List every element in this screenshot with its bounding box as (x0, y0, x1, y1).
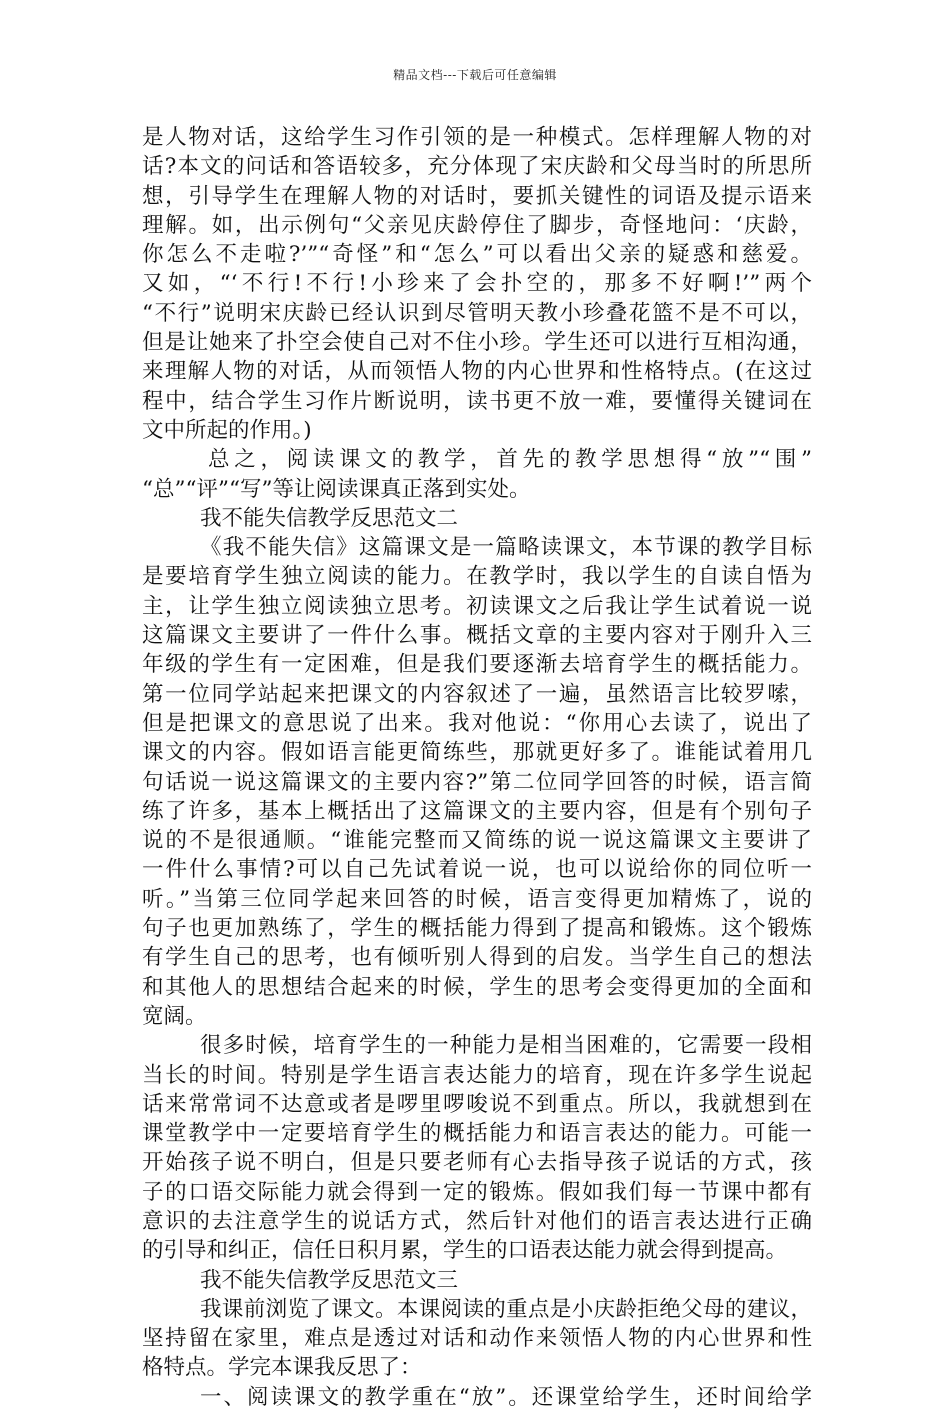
paragraph-line: 总之，阅读课文的教学，首先的教学思想得“放”“围” (208, 447, 812, 473)
paragraph-line: 很多时候，培育学生的一种能力是相当困难的，它需要一段相 (200, 1033, 812, 1059)
paragraph-line: 意识的去注意学生的说话方式，然后针对他们的语言表达进行正确 (142, 1208, 812, 1234)
paragraph (142, 445, 812, 504)
paragraph-line: 但是让她来了扑空会使自己对不住小珍。学生还可以进行互相沟通， (142, 330, 812, 356)
paragraph-line: 又如，“‘不行!不行!小珍来了会扑空的，那多不好啊!’”两个 (142, 271, 812, 297)
paragraph-line: 句话说一说这篇课文的主要内容?”第二位同学回答的时候，语言简 (142, 769, 812, 795)
paragraph-line: “总”“评”“写”等让阅读课真正落到实处。 (142, 476, 531, 502)
section-heading (142, 504, 812, 533)
paragraph (142, 1031, 812, 1265)
paragraph (142, 123, 812, 445)
paragraph-line: 听。”当第三位同学起来回答的时候，语言变得更加精炼了，说的 (142, 886, 812, 912)
paragraph-line: 格特点。学完本课我反思了： (142, 1355, 422, 1381)
paragraph-line: 课堂教学中一定要培育学生的概括能力和语言表达的能力。可能一 (142, 1121, 812, 1147)
paragraph-line: 第一位同学站起来把课文的内容叙述了一遍，虽然语言比较罗嗦， (142, 681, 812, 707)
section-heading (142, 1266, 812, 1295)
paragraph-line: 练了许多，基本上概括出了这篇课文的主要内容，但是有个别句子 (142, 798, 812, 824)
document-body (142, 123, 812, 1412)
paragraph-line: 句子也更加熟练了，学生的概括能力得到了提高和锻炼。这个锻炼 (142, 916, 812, 942)
paragraph-line: 宽阔。 (142, 1003, 207, 1029)
paragraph-line: 说的不是很通顺。“谁能完整而又简练的说一说这篇课文主要讲了 (142, 828, 812, 854)
paragraph-line: 来理解人物的对话，从而领悟人物的内心世界和性格特点。(在这过 (142, 359, 812, 385)
paragraph-line: 是要培育学生独立阅读的能力。在教学时，我以学生的自读自悟为 (142, 564, 812, 590)
paragraph-line: “不行”说明宋庆龄已经认识到尽管明天教小珍叠花篮不是不可以， (142, 300, 812, 326)
running-header: 精品文档---下载后可任意编辑 (393, 68, 557, 82)
paragraph-line: 话?本文的问话和答语较多，充分体现了宋庆龄和父母当时的所思所 (142, 154, 812, 180)
paragraph-line: 话来常常词不达意或者是啰里啰唆说不到重点。所以，我就想到在 (142, 1091, 812, 1117)
paragraph-line: 一、阅读课文的教学重在“放”。还课堂给学生，还时间给学 (200, 1384, 812, 1410)
paragraph-line: 文中所起的作用。) (142, 417, 312, 443)
paragraph-line: 我课前浏览了课文。本课阅读的重点是小庆龄拒绝父母的建议， (200, 1296, 812, 1322)
paragraph (142, 1383, 812, 1412)
paragraph-line: 一件什么事情?可以自己先试着说一说，也可以说给你的同位听一 (142, 857, 812, 883)
paragraph-line: 和其他人的思想结合起来的时候，学生的思考会变得更加的全面和 (142, 974, 812, 1000)
paragraph-line: 课文的内容。假如语言能更简练些，那就更好多了。谁能试着用几 (142, 740, 812, 766)
paragraph-line: 当长的时间。特别是学生语言表达能力的培育，现在许多学生说起 (142, 1062, 812, 1088)
paragraph-line: 是人物对话，这给学生习作引领的是一种模式。怎样理解人物的对 (142, 125, 812, 150)
paragraph (142, 533, 812, 1031)
paragraph (142, 1295, 812, 1383)
paragraph-line: 你怎么不走啦?’”“奇怪”和“怎么”可以看出父亲的疑惑和慈爱。 (142, 242, 812, 268)
heading-text: 我不能失信教学反思范文三 (200, 1267, 459, 1293)
paragraph-line: 理解。如，出示例句“父亲见庆龄停住了脚步，奇怪地问：‘庆龄， (142, 212, 812, 238)
heading-text: 我不能失信教学反思范文二 (200, 505, 459, 531)
paragraph-line: 开始孩子说不明白，但是只要老师有心去指导孩子说话的方式，孩 (142, 1150, 812, 1176)
paragraph-line: 子的口语交际能力就会得到一定的锻炼。假如我们每一节课中都有 (142, 1179, 812, 1205)
paragraph-line: 这篇课文主要讲了一件什么事。概括文章的主要内容对于刚升入三 (142, 623, 812, 649)
paragraph-line: 的引导和纠正，信任日积月累，学生的口语表达能力就会得到提高。 (142, 1238, 788, 1264)
paragraph-line: 坚持留在家里，难点是透过对话和动作来领悟人物的内心世界和性 (142, 1326, 812, 1352)
paragraph-line: 想，引导学生在理解人物的对话时，要抓关键性的词语及提示语来 (142, 183, 812, 209)
paragraph-line: 年级的学生有一定困难，但是我们要逐渐去培育学生的概括能力。 (142, 652, 812, 678)
paragraph-line: 程中，结合学生习作片断说明，读书更不放一难，要懂得关键词在 (142, 388, 812, 414)
paragraph-line: 主，让学生独立阅读独立思考。初读课文之后我让学生试着说一说 (142, 593, 812, 619)
paragraph-line: 《我不能失信》这篇课文是一篇略读课文，本节课的教学目标 (200, 535, 812, 561)
paragraph-line: 但是把课文的意思说了出来。我对他说：“你用心去读了，说出了 (142, 710, 812, 736)
paragraph-line: 有学生自己的思考，也有倾听别人得到的启发。当学生自己的想法 (142, 945, 812, 971)
